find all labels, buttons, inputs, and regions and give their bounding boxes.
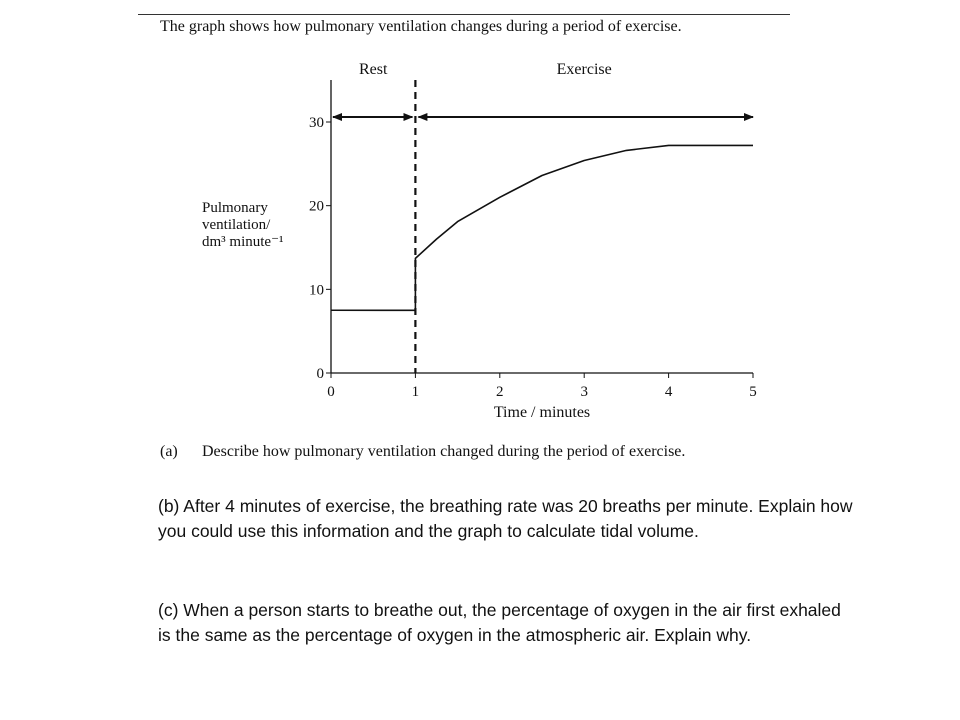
x-tick-label-1: 1 xyxy=(411,384,420,400)
ventilation-series-line xyxy=(331,145,753,310)
tick-marks xyxy=(326,122,753,378)
x-tick-label-5: 5 xyxy=(749,384,757,400)
axes xyxy=(331,80,753,373)
question-c: (c) When a person starts to breathe out, the percentage of oxygen in the air first exhaled is the same as the percentage of oxygen in the atmospheric air. Explain why. xyxy=(158,600,841,645)
phase-label-exercise: Exercise xyxy=(556,61,612,78)
y-axis-label: Pulmonary ventilation/ dm³ minute⁻¹ xyxy=(202,200,284,250)
y-tick-label-0: 0 xyxy=(316,366,324,382)
x-axis-label: Time / minutes xyxy=(493,404,591,421)
phase-label-rest: Rest xyxy=(358,61,388,78)
x-tick-label-2: 2 xyxy=(496,384,504,400)
question-a-text: Describe how pulmonary ventilation changed during the period of exercise. xyxy=(202,443,686,460)
question-a xyxy=(160,443,685,461)
question-b: (b) After 4 minutes of exercise, the breathing rate was 20 breaths per minute. Explain how you could use this information and the graph to calculate tidal volume. xyxy=(158,496,853,541)
x-tick-label-4: 4 xyxy=(664,384,673,400)
question-a-label: (a) xyxy=(160,443,178,460)
chart-marks xyxy=(309,61,757,421)
x-tick-label-3: 3 xyxy=(580,384,588,400)
y-tick-label-10: 10 xyxy=(309,282,324,299)
y-tick-label-20: 20 xyxy=(309,198,324,215)
intro-text: The graph shows how pulmonary ventilation changes during a period of exercise. xyxy=(160,18,682,35)
y-tick-label-30: 30 xyxy=(309,115,324,131)
x-tick-label-0: 0 xyxy=(327,384,335,400)
